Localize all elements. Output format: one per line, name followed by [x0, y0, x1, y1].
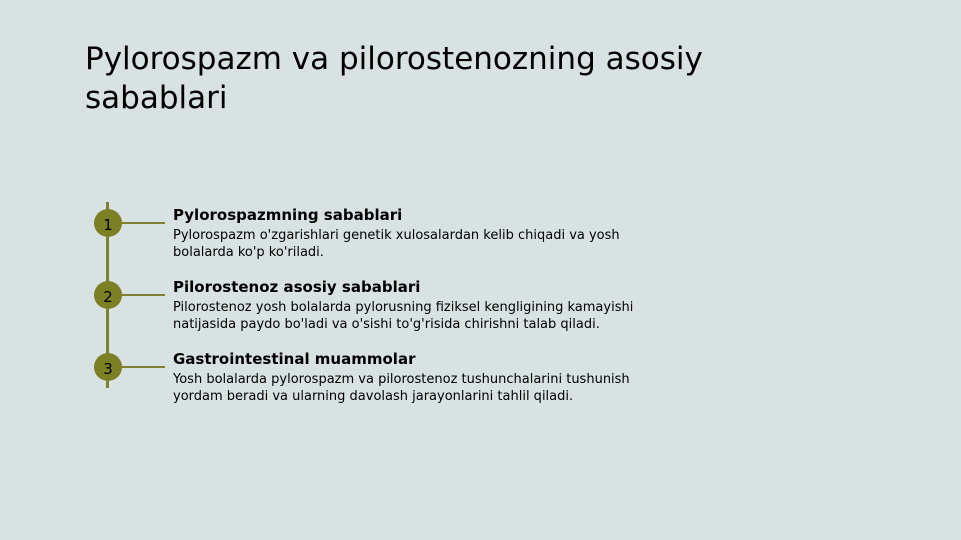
- item-heading: Pilorostenoz asosiy sabablari: [173, 278, 421, 296]
- item-text: Yosh bolalarda pylorospazm va pilorostenoz tushunchalarini tushunish yordam beradi va ularning davolash jarayonlarini tahlil qiladi.: [173, 372, 630, 404]
- item-text: Pylorospazm o'zgarishlari genetik xulosalardan kelib chiqadi va yosh bolalarda ko'p ko'riladi.: [173, 228, 620, 260]
- connector-line: [122, 294, 165, 296]
- connector-line: [122, 366, 165, 368]
- slide-title: Pylorospazm va pilorostenozning asosiy sabablari: [85, 41, 703, 116]
- item-text: Pilorostenoz yosh bolalarda pylorusning fiziksel kengligining kamayishi natijasida paydo bo'ladi va o'sishi to'g'risida chirishni talab qiladi.: [173, 300, 634, 332]
- connector-line: [122, 222, 165, 224]
- step-number-badge: 3: [94, 353, 122, 381]
- step-number-badge: 2: [94, 281, 122, 309]
- item-heading: Gastrointestinal muammolar: [173, 350, 416, 368]
- item-heading: Pylorospazmning sabablari: [173, 206, 403, 224]
- step-number-badge: 1: [94, 209, 122, 237]
